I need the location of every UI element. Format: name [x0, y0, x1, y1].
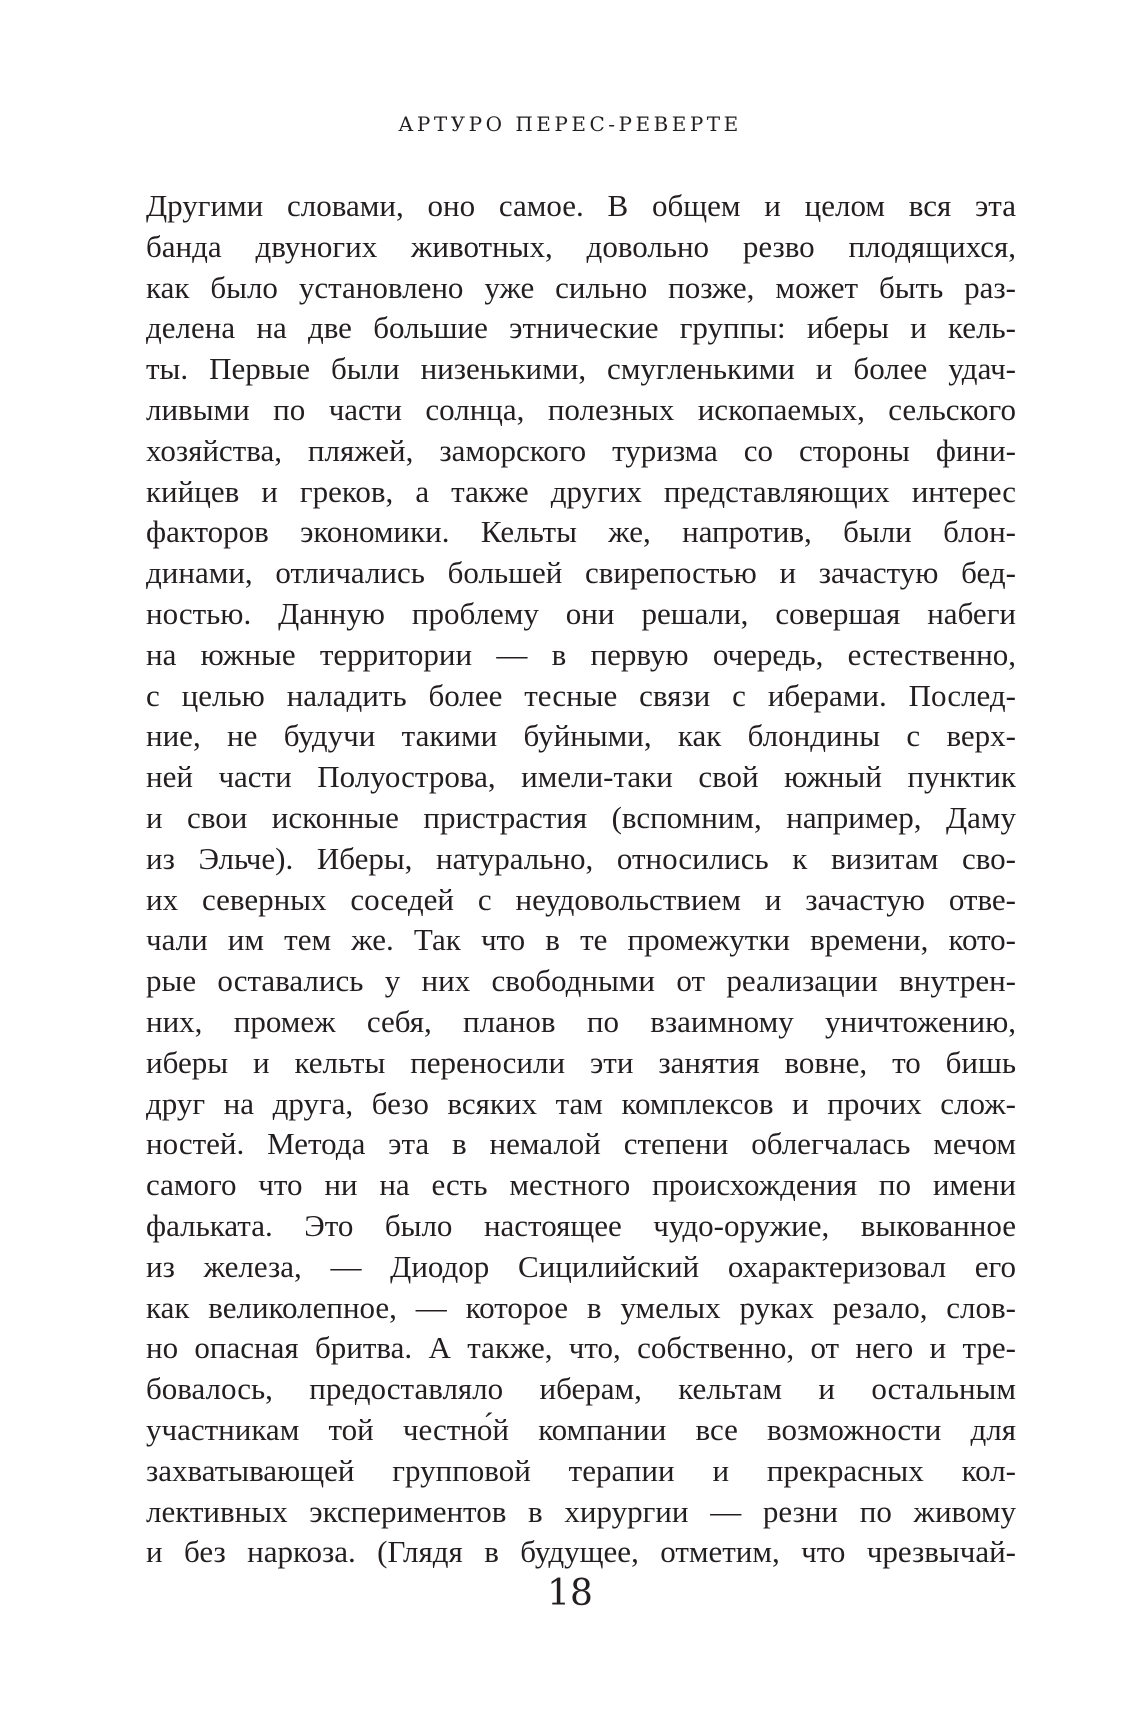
text-line: ние, не будучи такими буйными, как блондины с верх-: [146, 718, 1016, 754]
text-line: банда двуногих животных, довольно резво плодящихся,: [146, 228, 1016, 264]
text-line: но опасная бритва. А также, что, собственно, от него и тре-: [146, 1330, 1016, 1366]
text-line: самого что ни на есть местного происхождения по имени: [146, 1167, 1016, 1203]
text-line: рые оставались у них свободными от реализации внутрен-: [146, 963, 1016, 999]
text-line: и свои исконные пристрастия (вспомним, например, Даму: [146, 799, 1016, 835]
text-line: как великолепное, — которое в умелых руках резало, слов-: [146, 1289, 1016, 1325]
text-line: факторов экономики. Кельты же, напротив, были блон-: [146, 514, 1016, 550]
body-text: [146, 186, 1016, 1573]
text-line: фальката. Это было настоящее чудо-оружие, выкованное: [146, 1207, 1016, 1243]
text-line: друг на друга, безо всяких там комплексов и прочих слож-: [146, 1085, 1016, 1121]
text-line: лективных экспериментов в хирургии — резни по живому: [146, 1493, 1016, 1529]
text-line: с целью наладить более тесные связи с иберами. Послед-: [146, 677, 1016, 713]
text-line: ностей. Метода эта в немалой степени облегчалась мечом: [146, 1126, 1016, 1162]
text-line: ливыми по части солнца, полезных ископаемых, сельского: [146, 391, 1016, 427]
text-line: ты. Первые были низенькими, смугленькими и более удач-: [146, 351, 1016, 387]
text-line: ностью. Данную проблему они решали, совершая набеги: [146, 595, 1016, 631]
text-line: их северных соседей с неудовольствием и зачастую отве-: [146, 881, 1016, 917]
text-line: участникам той честно́й компании все возможности для: [146, 1411, 1016, 1447]
text-line: чали им тем же. Так что в те промежутки времени, кото-: [146, 922, 1016, 958]
text-line: бовалось, предоставляло иберам, кельтам и остальным: [146, 1371, 1016, 1407]
page-number: 18: [547, 1573, 593, 1614]
text-line: как было установлено уже сильно позже, может быть раз-: [146, 269, 1016, 305]
text-line: на южные территории — в первую очередь, естественно,: [146, 636, 1016, 672]
text-line: Другими словами, оно самое. В общем и целом вся эта: [146, 188, 1016, 223]
text-line: делена на две большие этнические группы: иберы и кель-: [146, 310, 1016, 346]
text-line: из железа, — Диодор Сицилийский охарактеризовал его: [146, 1248, 1016, 1284]
text-line: хозяйства, пляжей, заморского туризма со стороны фини-: [146, 432, 1016, 468]
text-line: динами, отличались большей свирепостью и зачастую бед-: [146, 555, 1016, 591]
text-line: них, промеж себя, планов по взаимному уничтожению,: [146, 1003, 1016, 1039]
running-head: АРТУРО ПЕРЕС-РЕВЕРТЕ: [398, 112, 742, 136]
text-line: захватывающей групповой терапии и прекрасных кол-: [146, 1452, 1016, 1488]
text-line: и без наркоза. (Глядя в будущее, отметим, что чрезвычай-: [146, 1534, 1016, 1570]
text-line: кийцев и греков, а также других представляющих интерес: [146, 473, 1016, 509]
text-line: иберы и кельты переносили эти занятия вовне, то бишь: [146, 1044, 1016, 1080]
text-line: из Эльче). Иберы, натурально, относились к визитам сво-: [146, 840, 1016, 876]
text-line: ней части Полуострова, имели-таки свой южный пунктик: [146, 759, 1016, 795]
